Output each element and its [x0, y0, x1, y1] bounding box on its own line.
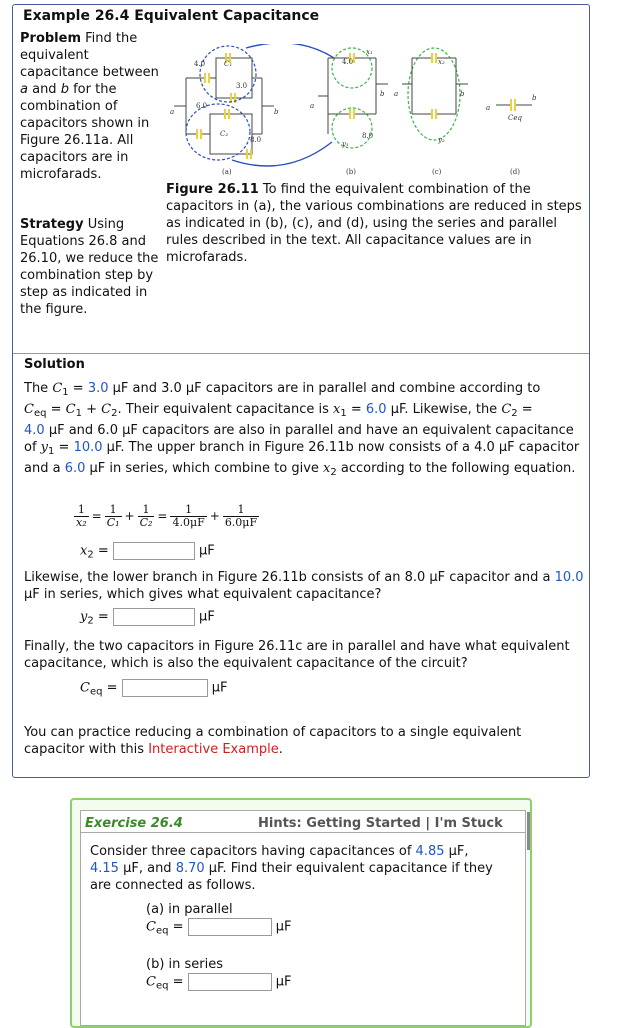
fig-label-8b: 8.0	[362, 132, 374, 140]
sub-1: 1	[62, 387, 69, 398]
frac-x2-num: 1	[74, 504, 89, 517]
y2-input[interactable]	[113, 608, 195, 626]
sym-x2: x	[323, 461, 331, 476]
eq-2: =	[46, 402, 66, 417]
ceq-eq: =	[102, 680, 122, 696]
p2b: μF in series, which gives what equivalent capacitance?	[24, 587, 382, 602]
strategy-label: Strategy	[20, 217, 84, 232]
terminal-a: a	[20, 82, 28, 97]
ex-text-c: μF, and	[118, 861, 176, 876]
y2-sym: y	[80, 609, 88, 625]
part-b-input[interactable]	[188, 973, 272, 991]
figure-caption	[166, 181, 582, 266]
and-word: and	[27, 82, 61, 97]
part-a-label: (a) in parallel	[146, 902, 233, 917]
sym-c1: C	[52, 381, 63, 396]
sub-x2: 2	[330, 467, 337, 478]
p1e: μF. Likewise, the	[386, 402, 502, 417]
fig-label-8a: 8.0	[250, 136, 262, 144]
frac-x2	[74, 504, 89, 529]
solution-heading: Solution	[24, 357, 85, 372]
eq-3: =	[346, 402, 366, 417]
eq-1: =	[68, 381, 88, 396]
fig-label-4b: 4.0	[342, 58, 354, 66]
hints-label: Hints:	[258, 816, 302, 831]
frac-6uf	[223, 504, 259, 529]
fig-label-3: 3.0	[236, 82, 248, 90]
x2-sym: x	[80, 543, 88, 559]
solution-paragraph-4	[24, 724, 584, 758]
frac-c2	[138, 504, 155, 529]
fig-label-y1: y₁	[342, 140, 349, 148]
value-ten: 10.0	[554, 570, 584, 585]
sub-y1: 1	[48, 446, 55, 457]
sym-c2: C	[101, 402, 112, 417]
example-title: Example 26.4 Equivalent Capacitance	[23, 8, 320, 24]
part-b-label: (b) in series	[146, 957, 224, 972]
x2-input[interactable]	[113, 542, 195, 560]
hint-separator: |	[425, 816, 431, 831]
x2-answer-row	[80, 542, 215, 564]
problem-text	[20, 30, 160, 183]
part-a-unit: μF	[275, 919, 292, 935]
circuits-bcd	[318, 58, 532, 134]
hint-getting-started-link[interactable]: Getting Started	[306, 816, 421, 831]
fig-panel-a: (a)	[222, 168, 232, 176]
exercise-text	[90, 843, 510, 894]
value-x1: 6.0	[365, 402, 387, 417]
p1h: μF. The upper branch in Figure 26.11b now consists of a 4.0 μF capacitor and a	[24, 440, 580, 476]
x2-eq: =	[93, 543, 113, 559]
caption-text: To find the equivalent combination of the capacitors in (a), the various combinations are reduced in steps as indicated in (b), (c), and (d), using the series and parallel rules described in the text. All capacitance values are in microfarads.	[166, 182, 582, 265]
fig-label-c1: C₁	[224, 60, 233, 68]
value-c1: 3.0	[87, 381, 109, 396]
p1j: according to the following equation.	[336, 461, 576, 476]
value-y1: 10.0	[73, 440, 103, 455]
p4a: You can practice reducing a combination of capacitors to a single equivalent capacitor with this	[24, 725, 522, 757]
sub-2: 2	[111, 408, 118, 419]
part-a-input[interactable]	[188, 918, 272, 936]
sub-2b: 2	[511, 408, 518, 419]
frac-4-num: 1	[170, 504, 206, 517]
caption-label: Figure 26.11	[166, 182, 259, 197]
ex-text-b: μF,	[444, 844, 469, 859]
section-divider	[13, 353, 589, 354]
plus-sign: +	[124, 509, 135, 523]
sym-c2b: C	[501, 402, 512, 417]
fig-panel-b: (b)	[346, 168, 356, 176]
y2-sub: 2	[87, 615, 94, 627]
frac-4uf	[170, 504, 206, 529]
plus-sign-2: +	[209, 509, 220, 523]
eq-sign: =	[91, 509, 102, 523]
fig-label-a4: a	[486, 104, 491, 112]
circuit-figure	[166, 44, 546, 178]
y2-answer-row	[80, 608, 215, 630]
terminal-b: b	[60, 82, 69, 97]
frac-c2-num: 1	[138, 504, 155, 517]
p1b: μF and 3.0 μF capacitors are in parallel and combine according to	[108, 381, 541, 396]
part-b-sub: eq	[155, 980, 169, 992]
sym-ceq: C	[24, 402, 34, 417]
fig-label-a3: a	[394, 90, 399, 98]
fig-label-x2: x₂	[438, 58, 445, 66]
y2-unit: μF	[199, 609, 215, 625]
part-b-eq: =	[168, 974, 188, 990]
ceq-answer-row	[80, 679, 228, 701]
x2-unit: μF	[199, 543, 215, 559]
sym-x1: x	[333, 402, 341, 417]
ex-text-d: μF. Find their equivalent capacitance if they are connected as follows.	[90, 861, 493, 893]
fig-label-b4: b	[532, 94, 537, 102]
value-c2: 4.0	[24, 423, 45, 438]
sub-x1: 1	[340, 408, 347, 419]
ex-value-1: 4.85	[415, 844, 445, 859]
strategy-body: Using Equations 26.8 and 26.10, we reduce the combination step by step as indicated in the figure.	[20, 217, 159, 317]
sub-eq: eq	[33, 408, 47, 419]
frac-6-num: 1	[223, 504, 259, 517]
part-b-unit: μF	[275, 974, 292, 990]
frac-c2-den: C₂	[139, 516, 153, 529]
ex-text-a: Consider three capacitors having capacitances of	[90, 844, 416, 859]
hint-im-stuck-link[interactable]: I'm Stuck	[434, 816, 503, 831]
ceq-unit: μF	[211, 680, 228, 696]
x2-sub: 2	[87, 549, 94, 561]
eq-4: =	[54, 440, 74, 455]
y2-eq: =	[93, 609, 113, 625]
value-six: 6.0	[64, 461, 86, 476]
fig-panel-d: (d)	[510, 168, 520, 176]
part-b-answer-row	[146, 973, 292, 995]
fig-label-ceq: Ceq	[508, 114, 522, 122]
part-a-sub: eq	[155, 925, 169, 937]
p4b: .	[278, 742, 283, 757]
frac-c1-den: C₁	[106, 516, 120, 529]
plus-1: +	[81, 402, 102, 417]
p1g: μF and 6.0 μF capacitors are also in parallel and have an equivalent capacitance of	[24, 423, 574, 455]
strategy-text	[20, 216, 160, 318]
p1d: . Their equivalent capacitance is	[117, 402, 334, 417]
ex-value-3: 8.70	[175, 861, 205, 876]
series-equation	[74, 504, 259, 529]
problem-label: Problem	[20, 31, 81, 46]
p1a: The	[24, 381, 53, 396]
interactive-example-link[interactable]: Interactive Example	[148, 742, 279, 757]
fig-label-a2: a	[310, 102, 315, 110]
sub-1b: 1	[75, 408, 82, 419]
fig-label-c2: C₂	[220, 130, 229, 138]
problem-text-1: Find the equivalent capacitance between	[20, 31, 159, 80]
fig-label-6: 6.0	[196, 102, 208, 110]
fig-label-4a: 4.0	[194, 60, 206, 68]
solution-paragraph-1	[24, 380, 584, 481]
sym-c1b: C	[65, 402, 76, 417]
part-a-eq: =	[168, 919, 188, 935]
frac-x2-den: x₂	[76, 516, 87, 529]
solution-paragraph-2	[24, 569, 584, 603]
exercise-hints	[258, 815, 503, 832]
p1i: μF in series, which combine to give	[85, 461, 324, 476]
exercise-title: Exercise 26.4	[85, 816, 183, 831]
capacitor-plates-a	[196, 53, 516, 159]
exercise-scrollbar[interactable]	[527, 812, 530, 850]
fig-label-b2: b	[380, 90, 385, 98]
reduction-arrows	[232, 44, 334, 166]
ceq-input[interactable]	[122, 679, 208, 697]
eq-sign-2: =	[157, 509, 168, 523]
fig-label-b3: b	[460, 90, 465, 98]
fig-label-b1: b	[274, 108, 279, 116]
ceq-sub: eq	[89, 686, 103, 698]
frac-4-den: 4.0μF	[172, 516, 205, 529]
fig-label-x1: x₁	[366, 48, 373, 56]
part-b-ceq: C	[146, 974, 156, 990]
solution-paragraph-3: Finally, the two capacitors in Figure 26.11c are in parallel and have what equivalent capacitance, which is also the equivalent capacitance of the circuit?	[24, 639, 570, 671]
fig-panel-c: (c)	[432, 168, 442, 176]
ex-value-2: 4.15	[90, 861, 119, 876]
ceq-sym: C	[80, 680, 90, 696]
fig-label-y2: y₂	[438, 136, 445, 144]
p2a: Likewise, the lower branch in Figure 26.11b consists of an 8.0 μF capacitor and a	[24, 570, 555, 585]
frac-c1	[105, 504, 122, 529]
problem-text-2: for the combination of capacitors shown in Figure 26.11a. All capacitors are in microfarads.	[20, 82, 150, 182]
sym-y1: y	[40, 440, 49, 455]
p1f: =	[517, 402, 533, 417]
frac-6-den: 6.0μF	[224, 516, 258, 529]
part-a-answer-row	[146, 918, 292, 940]
part-a-ceq: C	[146, 919, 156, 935]
fig-label-a1: a	[170, 108, 175, 116]
frac-c1-num: 1	[105, 504, 122, 517]
